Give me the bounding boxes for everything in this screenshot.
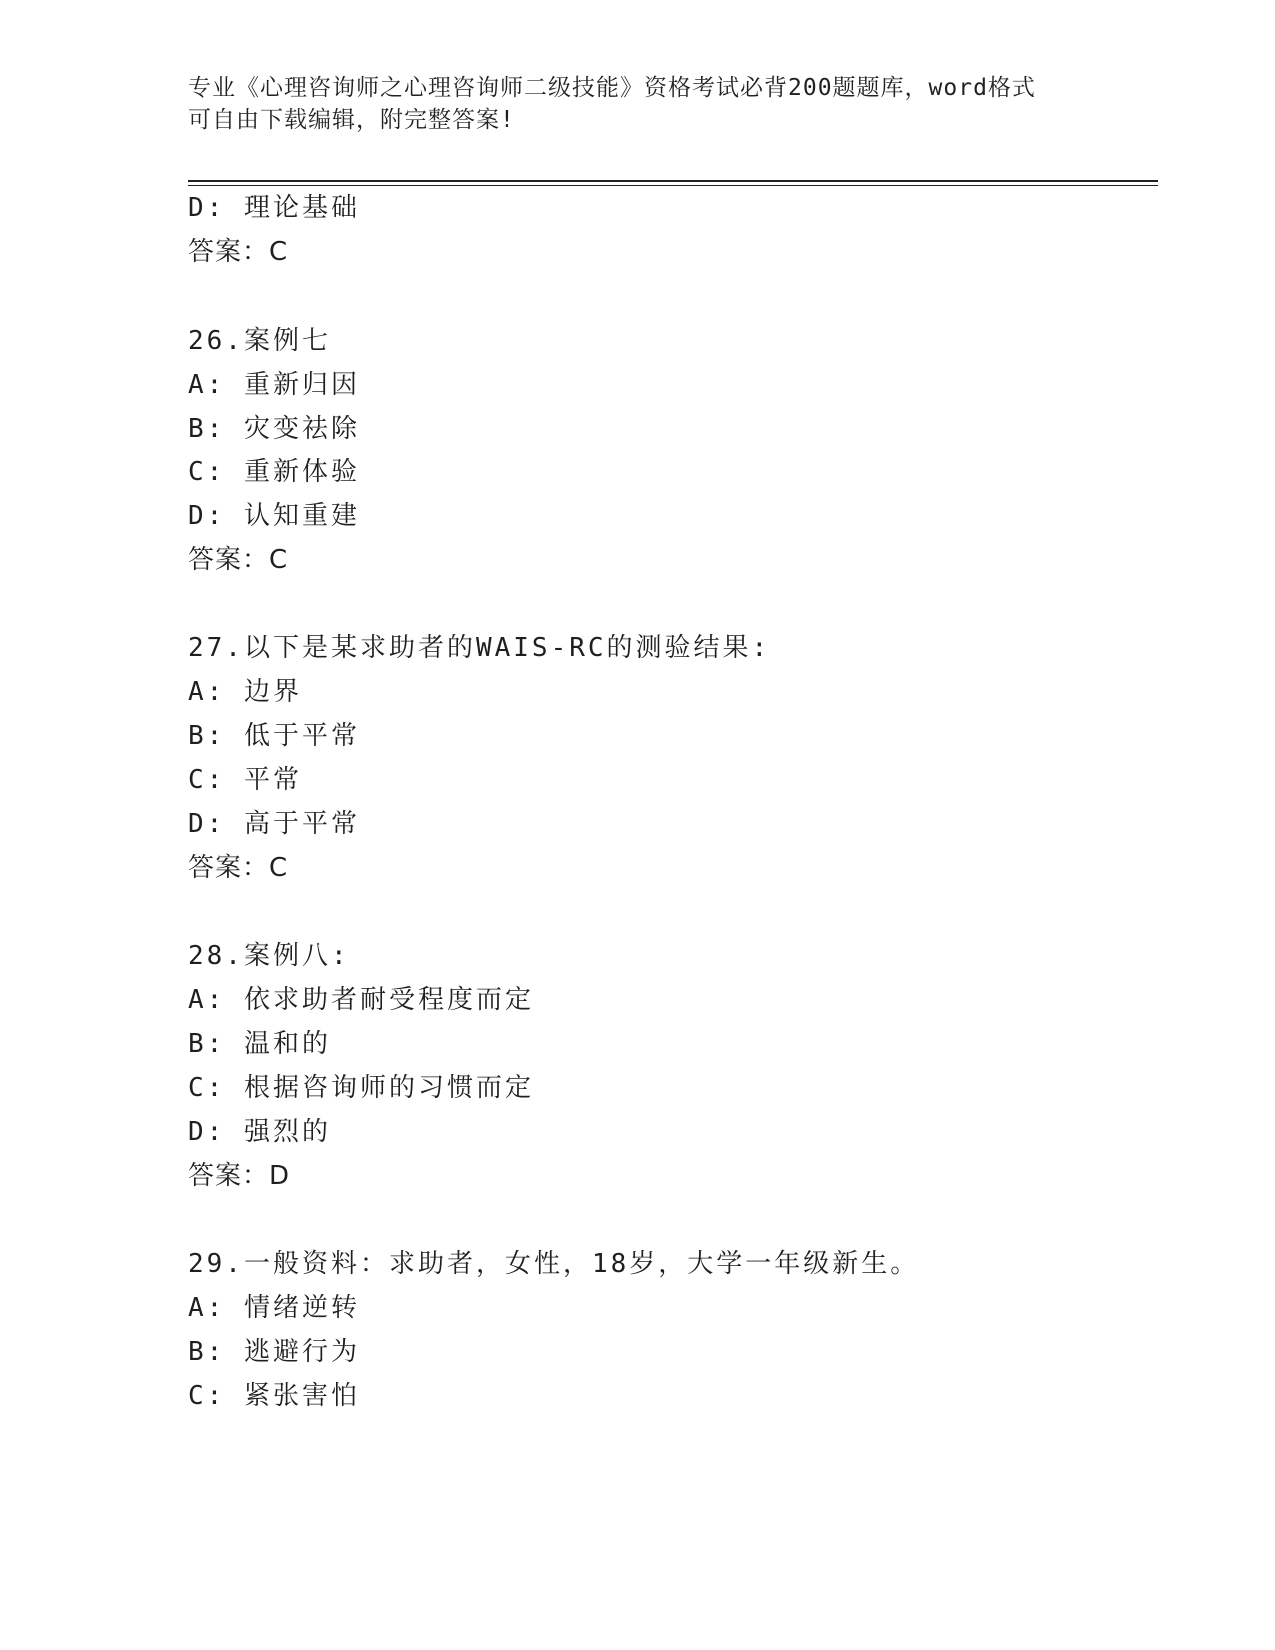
question-stem: 28.案例八: (188, 941, 350, 971)
option-d: D: 理论基础 (188, 193, 360, 223)
header-divider-thick (188, 180, 1158, 182)
document-header (188, 72, 1088, 136)
option-d: D: 强烈的 (188, 1117, 331, 1147)
header-line-1: 专业《心理咨询师之心理咨询师二级技能》资格考试必背200题题库，word格式 (188, 75, 1036, 101)
question-stem: 29.一般资料：求助者，女性，18岁，大学一年级新生。 (188, 1249, 920, 1279)
answer: 答案：D (188, 1161, 291, 1191)
option-d: D: 认知重建 (188, 501, 360, 531)
option-a: A: 重新归因 (188, 370, 360, 400)
answer: 答案：C (188, 237, 289, 267)
option-a: A: 边界 (188, 677, 302, 707)
question-stem: 27.以下是某求助者的WAIS-RC的测验结果: (188, 633, 771, 663)
answer: 答案：C (188, 545, 289, 575)
option-c: C: 重新体验 (188, 457, 360, 487)
header-divider-thin (188, 185, 1158, 186)
header-line-2: 可自由下载编辑，附完整答案! (188, 107, 515, 133)
option-b: B: 低于平常 (188, 721, 360, 751)
answer: 答案：C (188, 853, 289, 883)
option-c: C: 紧张害怕 (188, 1381, 360, 1411)
option-b: B: 逃避行为 (188, 1337, 360, 1367)
option-b: B: 温和的 (188, 1029, 331, 1059)
question-stem: 26.案例七 (188, 326, 331, 356)
option-c: C: 平常 (188, 765, 302, 795)
option-b: B: 灾变祛除 (188, 414, 360, 444)
option-a: A: 情绪逆转 (188, 1293, 360, 1323)
option-d: D: 高于平常 (188, 809, 360, 839)
option-c: C: 根据咨询师的习惯而定 (188, 1073, 534, 1103)
option-a: A: 依求助者耐受程度而定 (188, 985, 534, 1015)
